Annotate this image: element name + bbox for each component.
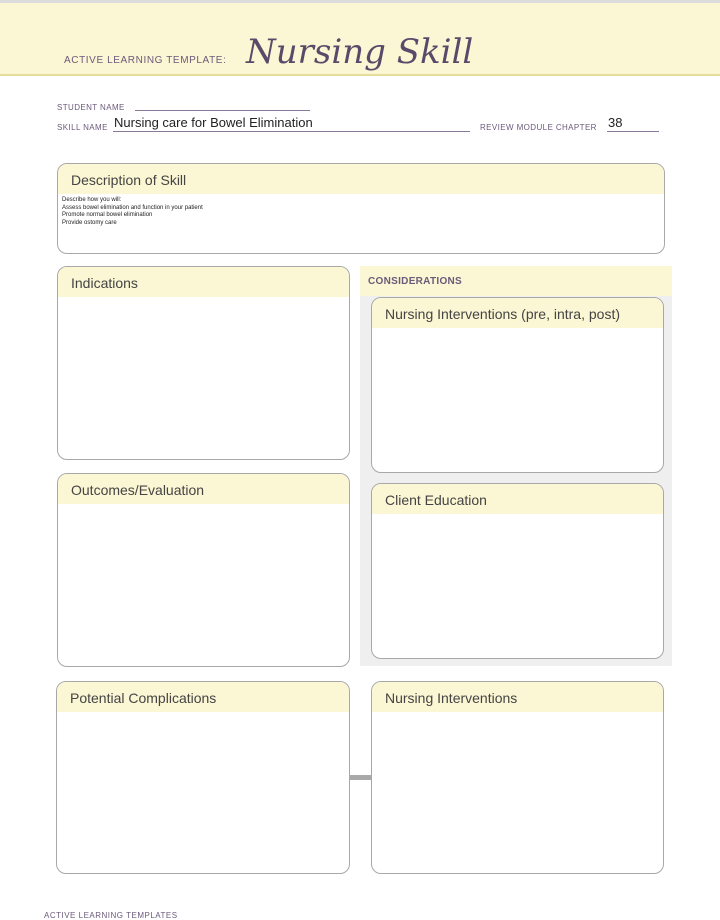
outcomes-heading: Outcomes/Evaluation xyxy=(58,474,349,504)
potential-complications-heading: Potential Complications xyxy=(57,682,349,712)
description-heading: Description of Skill xyxy=(58,164,664,194)
nursing-interventions-heading: Nursing Interventions xyxy=(372,682,663,712)
description-line: Describe how you will: xyxy=(62,197,122,203)
student-name-label: STUDENT NAME xyxy=(57,103,125,112)
description-line: Assess bowel elimination and function in your patient xyxy=(62,204,203,211)
client-education-heading: Client Education xyxy=(372,484,663,514)
connector-line xyxy=(349,775,371,780)
nursing-interventions-pre-intra-post-box[interactable] xyxy=(371,297,664,473)
description-box xyxy=(57,163,665,254)
nursing-interventions-pre-intra-post-heading: Nursing Interventions (pre, intra, post) xyxy=(372,298,663,328)
template-label: ACTIVE LEARNING TEMPLATE: xyxy=(64,55,227,66)
client-education-box[interactable] xyxy=(371,483,664,659)
indications-box[interactable] xyxy=(57,266,350,460)
skill-name-label: SKILL NAME xyxy=(57,123,108,132)
review-module-label: REVIEW MODULE CHAPTER xyxy=(480,123,597,132)
outcomes-box[interactable] xyxy=(57,473,350,667)
description-text[interactable] xyxy=(58,194,664,230)
description-line: Provide ostomy care xyxy=(62,219,117,226)
considerations-label: CONSIDERATIONS xyxy=(368,276,463,287)
review-module-value: 38 xyxy=(608,115,623,130)
potential-complications-box[interactable] xyxy=(56,681,350,874)
skill-name-value: Nursing care for Bowel Elimination xyxy=(114,115,313,130)
indications-heading: Indications xyxy=(58,267,349,297)
page-title: Nursing Skill xyxy=(246,32,474,72)
description-line: Promote normal bowel elimination xyxy=(62,212,153,218)
footer-label: ACTIVE LEARNING TEMPLATES xyxy=(44,911,178,920)
nursing-interventions-box[interactable] xyxy=(371,681,664,874)
student-name-field[interactable] xyxy=(135,100,310,111)
